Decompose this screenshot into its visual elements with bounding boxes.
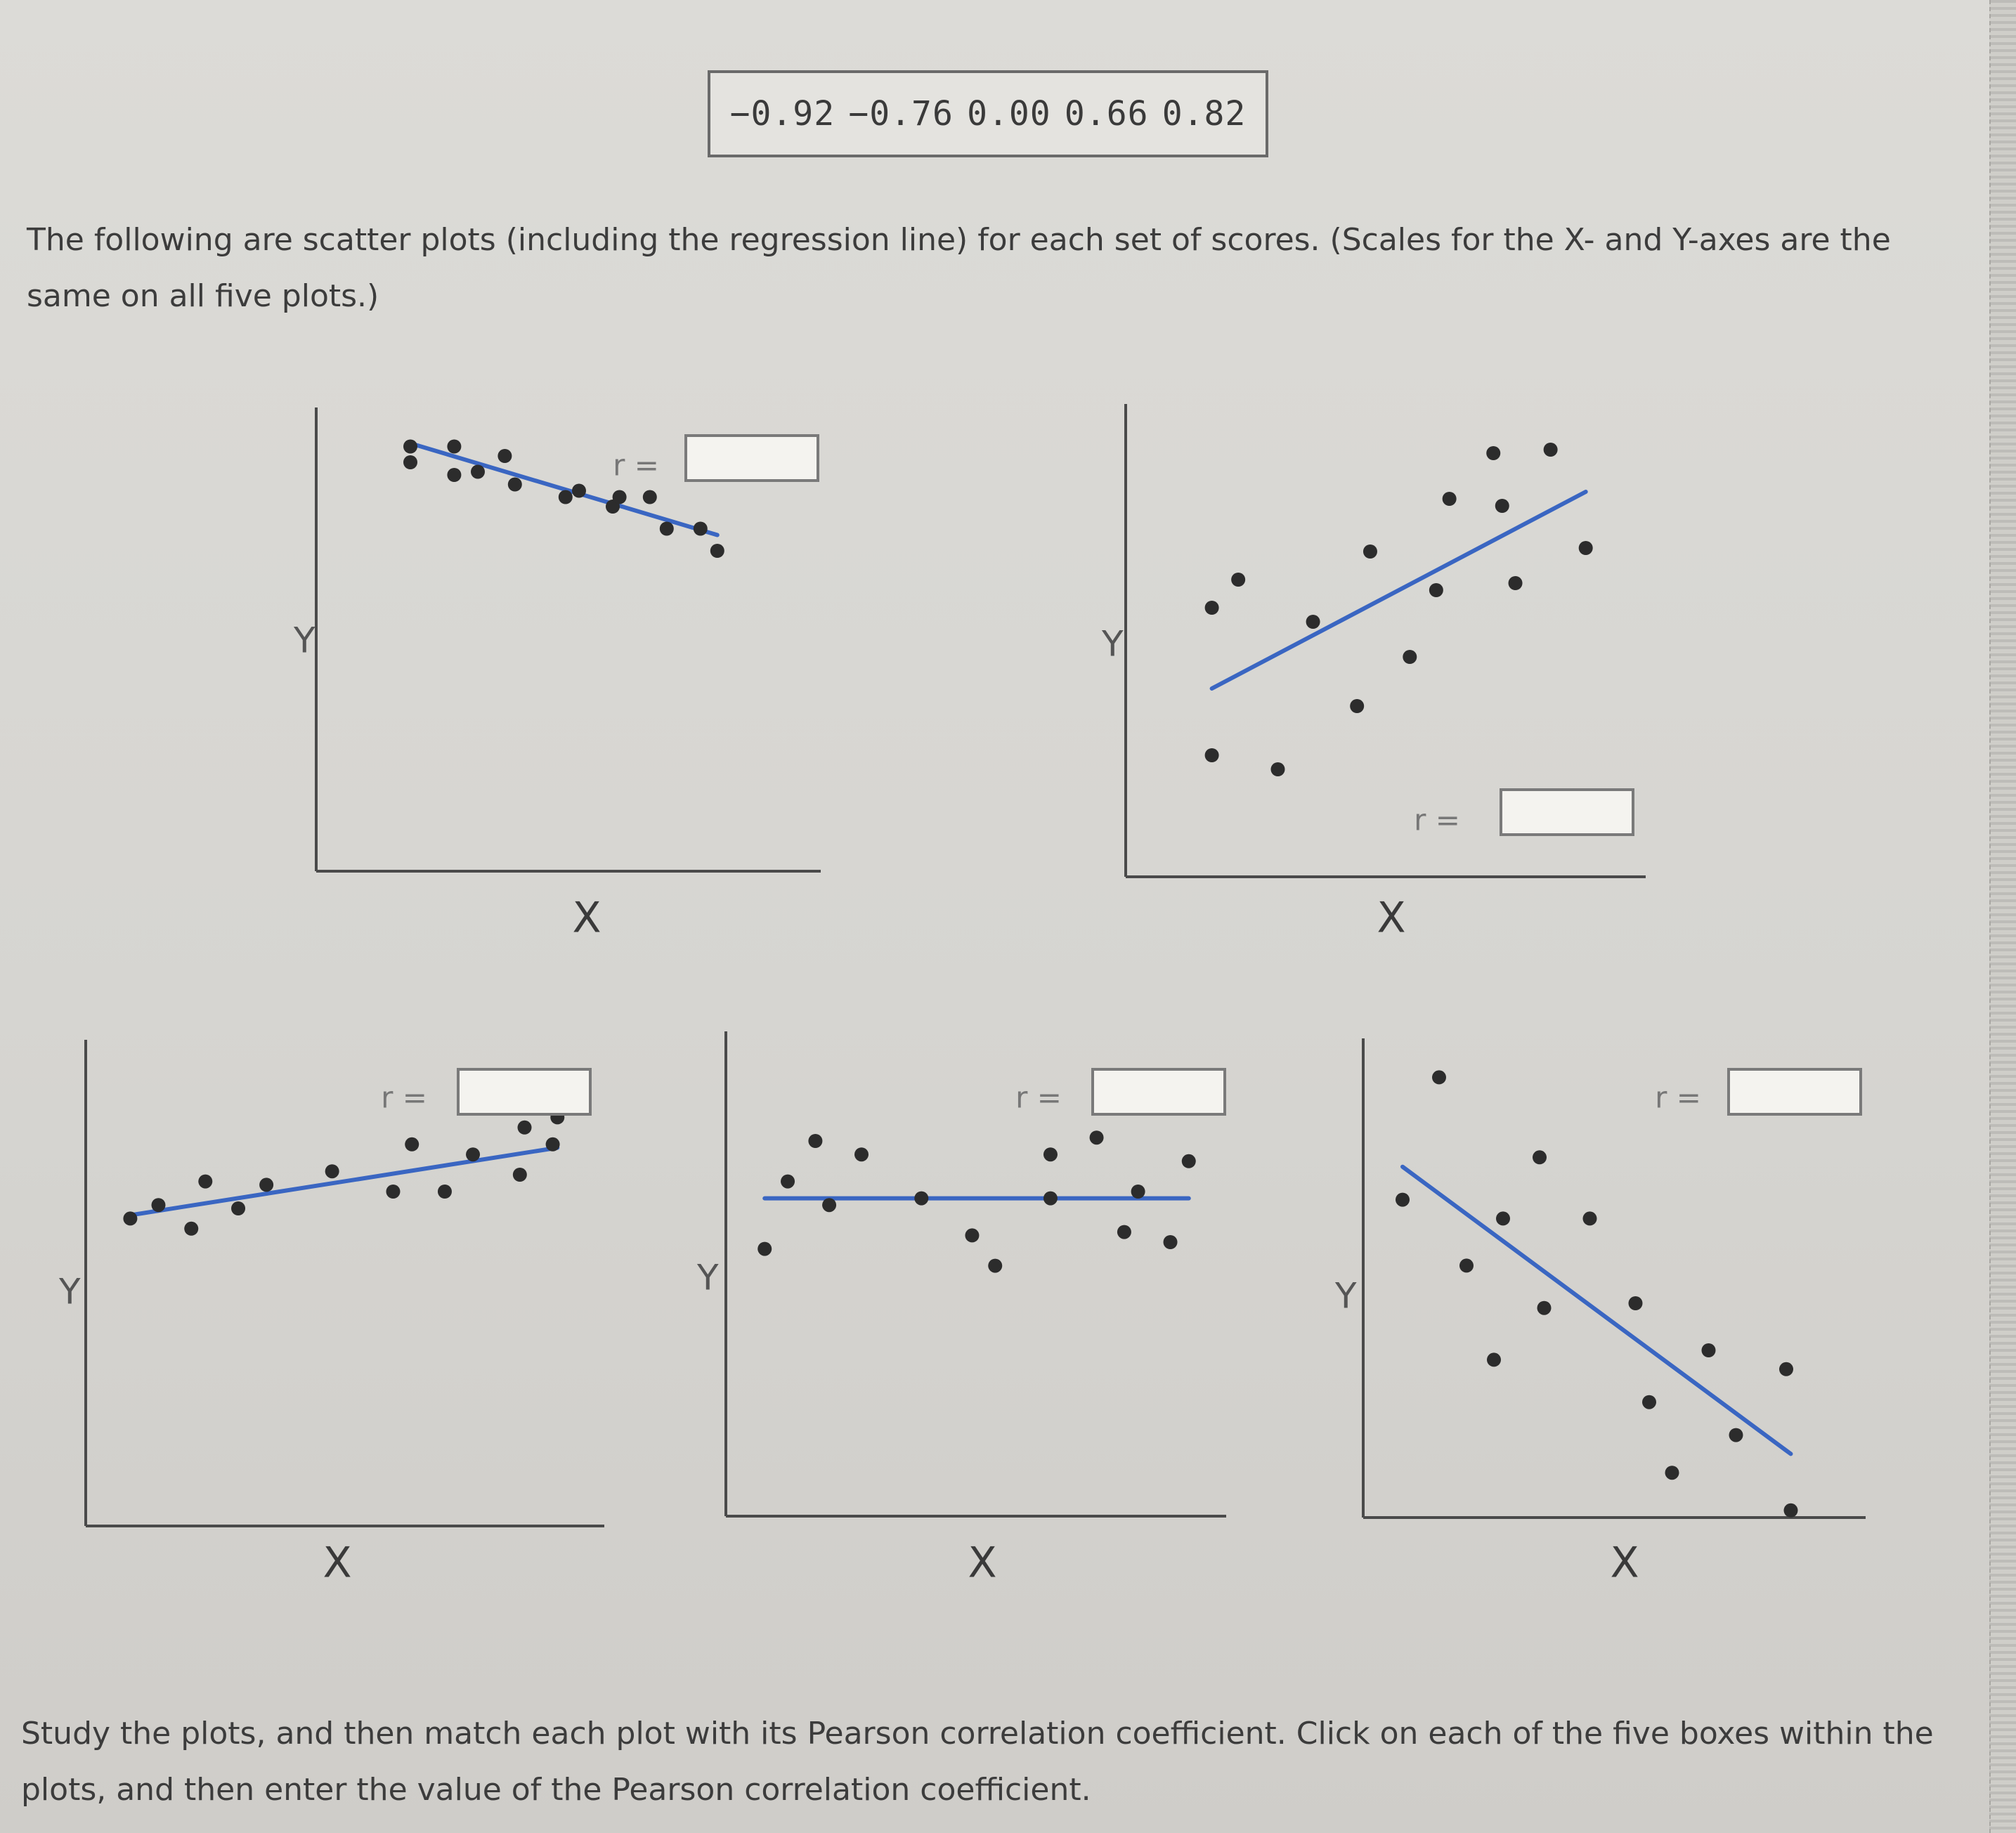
scatter-point — [1544, 443, 1558, 457]
y-axis-label: Y — [1335, 1275, 1357, 1317]
scatter-point — [1396, 1193, 1410, 1207]
scatter-point — [405, 1137, 419, 1152]
scatter-point — [471, 465, 485, 479]
r-label: r = — [613, 448, 659, 483]
scatter-point — [572, 484, 586, 498]
scatter-point — [643, 490, 657, 504]
x-axis-label: X — [1610, 1538, 1639, 1588]
scatter-point — [854, 1147, 869, 1161]
scatter-point — [1164, 1235, 1178, 1249]
scatter-point — [1306, 615, 1320, 629]
r-answer-box[interactable] — [686, 436, 818, 481]
scatter-point — [1182, 1154, 1196, 1168]
scatter-point — [1784, 1503, 1798, 1518]
choice-value[interactable]: −0.92 — [729, 94, 835, 133]
y-axis-label: Y — [59, 1271, 81, 1312]
scatter-point — [1629, 1296, 1643, 1310]
scatter-point — [694, 522, 708, 536]
scatter-point — [1117, 1225, 1131, 1239]
scatter-point — [559, 490, 573, 504]
x-axis-label: X — [572, 893, 601, 943]
y-axis-label: Y — [294, 620, 316, 661]
scatter-point — [1131, 1185, 1145, 1199]
scatter-point — [1043, 1147, 1058, 1161]
scatter-point — [151, 1198, 165, 1212]
scatter-point — [1665, 1466, 1679, 1480]
regression-line — [1212, 492, 1586, 689]
intro-text: The following are scatter plots (including the regression line) for each set of scores. (Scales for the X- and Y-axes are the same on all five plots.) — [27, 222, 1891, 314]
r-answer-box[interactable] — [1729, 1069, 1861, 1114]
scatter-point — [386, 1185, 400, 1199]
scatter-point — [757, 1242, 772, 1256]
scatter-point — [1779, 1362, 1793, 1376]
x-axis-label: X — [1377, 893, 1406, 943]
r-label: r = — [1414, 802, 1460, 837]
scatter-point — [710, 544, 724, 558]
scatter-point — [1443, 492, 1457, 506]
scatter-point — [988, 1259, 1002, 1273]
scatter-point — [1205, 748, 1219, 762]
r-label: r = — [1015, 1080, 1062, 1115]
scatter-point — [466, 1147, 480, 1161]
scatter-point — [914, 1192, 928, 1206]
r-label: r = — [381, 1080, 427, 1115]
scatter-point — [660, 522, 674, 536]
instructions-text: Study the plots, and then match each plot with its Pearson correlation coefficient. Click on each of the five boxes within the plots, and then enter the value of the Pearson correlation coefficient. — [21, 1716, 1934, 1808]
scatter-point — [822, 1198, 836, 1212]
scatter-point — [1495, 499, 1509, 513]
scatter-point — [1642, 1395, 1656, 1409]
scatter-point — [1579, 541, 1593, 555]
scatter-point — [1090, 1130, 1104, 1144]
regression-line — [1403, 1167, 1791, 1454]
choice-value[interactable]: 0.00 — [967, 94, 1051, 133]
scatter-point — [259, 1178, 273, 1192]
scatter-point — [1043, 1192, 1058, 1206]
scatter-point — [1403, 650, 1417, 664]
scatter-point — [403, 440, 417, 454]
scatter-point — [1429, 583, 1443, 597]
scatter-point — [123, 1211, 137, 1225]
y-axis-label: Y — [697, 1257, 719, 1298]
r-label: r = — [1655, 1080, 1701, 1115]
scatter-point — [1363, 544, 1377, 559]
scatter-point — [808, 1134, 822, 1148]
scatter-point — [403, 455, 417, 469]
scatter-point — [1702, 1343, 1716, 1357]
scatter-point — [1496, 1211, 1510, 1225]
choice-value[interactable]: 0.82 — [1162, 94, 1247, 133]
scatter-point — [1231, 573, 1245, 587]
scatter-point — [1486, 446, 1500, 460]
choice-value[interactable]: 0.66 — [1064, 94, 1149, 133]
regression-line — [130, 1148, 557, 1215]
scatter-point — [325, 1164, 339, 1178]
scatter-point — [1350, 699, 1364, 713]
scatter-point — [1487, 1352, 1501, 1366]
scatter-point — [184, 1222, 198, 1236]
x-axis-label: X — [968, 1538, 997, 1588]
scatter-point — [1459, 1258, 1474, 1272]
scatter-point — [781, 1175, 795, 1189]
r-answer-box[interactable] — [458, 1069, 590, 1114]
choice-value[interactable]: −0.76 — [848, 94, 954, 133]
scatter-point — [231, 1201, 245, 1215]
scatter-point — [513, 1168, 527, 1182]
scatter-point — [198, 1175, 212, 1189]
y-axis-label: Y — [1102, 623, 1124, 665]
scatter-point — [1729, 1428, 1743, 1442]
scatter-point — [1432, 1070, 1446, 1084]
regression-line — [410, 443, 717, 535]
scatter-point — [1205, 601, 1219, 615]
scatter-point — [546, 1137, 560, 1152]
scatter-point — [498, 449, 512, 463]
scatter-point — [1537, 1301, 1552, 1315]
x-axis-label: X — [323, 1538, 352, 1588]
scatter-point — [1533, 1150, 1547, 1164]
scatter-point — [438, 1185, 452, 1199]
scatter-point — [1583, 1211, 1597, 1225]
scatter-point — [1271, 762, 1285, 776]
scatter-point — [518, 1121, 532, 1135]
r-answer-box[interactable] — [1093, 1069, 1225, 1114]
scatter-point — [508, 478, 522, 492]
scatter-point — [613, 490, 627, 504]
scatter-point — [965, 1228, 979, 1242]
scatter-point — [447, 468, 461, 482]
scatter-point — [447, 440, 461, 454]
scatter-point — [1509, 576, 1523, 590]
r-answer-box[interactable] — [1501, 790, 1633, 835]
